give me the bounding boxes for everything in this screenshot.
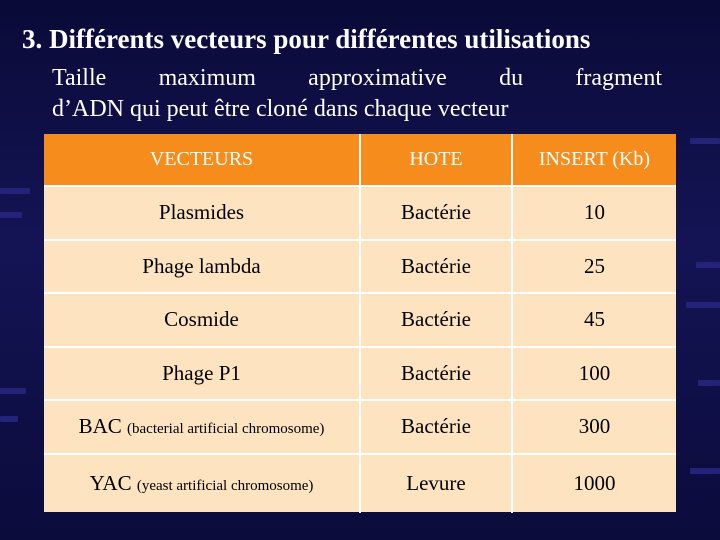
slide-title: 3. Différents vecteurs pour différentes utilisations — [22, 24, 591, 54]
header-vecteurs: VECTEURS — [44, 134, 360, 186]
header-hote: HOTE — [360, 134, 512, 186]
host-cell: Levure — [360, 454, 512, 513]
slide-subtitle — [52, 63, 662, 125]
vector-cell — [44, 347, 360, 401]
insert-cell: 45 — [512, 293, 676, 347]
vector-table — [44, 134, 676, 513]
insert-cell: 100 — [512, 347, 676, 401]
vector-name: Plasmides — [158, 200, 245, 225]
vector-cell — [44, 454, 360, 513]
host-cell: Bactérie — [360, 186, 512, 240]
insert-cell: 10 — [512, 186, 676, 240]
vector-cell — [44, 186, 360, 240]
table-row — [44, 400, 676, 454]
vector-detail: (bacterial artificial chromosome) — [127, 421, 325, 438]
vector-detail: (yeast artificial chromosome) — [136, 478, 314, 494]
insert-cell: 300 — [512, 400, 676, 454]
table-row — [44, 454, 676, 513]
vector-name: YAC — [89, 471, 132, 495]
vector-table-container — [44, 134, 676, 512]
vector-cell — [44, 400, 360, 454]
vector-cell — [44, 293, 360, 347]
header-insert: INSERT (Kb) — [512, 134, 676, 186]
table-header-row — [44, 134, 676, 186]
host-cell: Bactérie — [360, 347, 512, 401]
table-row — [44, 347, 676, 401]
vector-name: BAC — [78, 414, 122, 439]
table-row — [44, 240, 676, 294]
subtitle-line-1: Taille maximum approximative du fragment — [52, 65, 662, 91]
host-cell: Bactérie — [360, 293, 512, 347]
table-row — [44, 293, 676, 347]
vector-cell — [44, 240, 360, 294]
vector-name: Phage lambda — [142, 253, 261, 278]
vector-name: Phage P1 — [162, 360, 241, 385]
host-cell: Bactérie — [360, 240, 512, 294]
vector-name: Cosmide — [164, 307, 239, 332]
insert-cell: 1000 — [573, 471, 616, 495]
insert-cell: 25 — [512, 240, 676, 294]
host-cell: Bactérie — [360, 400, 512, 454]
table-row — [44, 186, 676, 240]
subtitle-line-2: d’ADN qui peut être cloné dans chaque vecteur — [52, 96, 509, 122]
